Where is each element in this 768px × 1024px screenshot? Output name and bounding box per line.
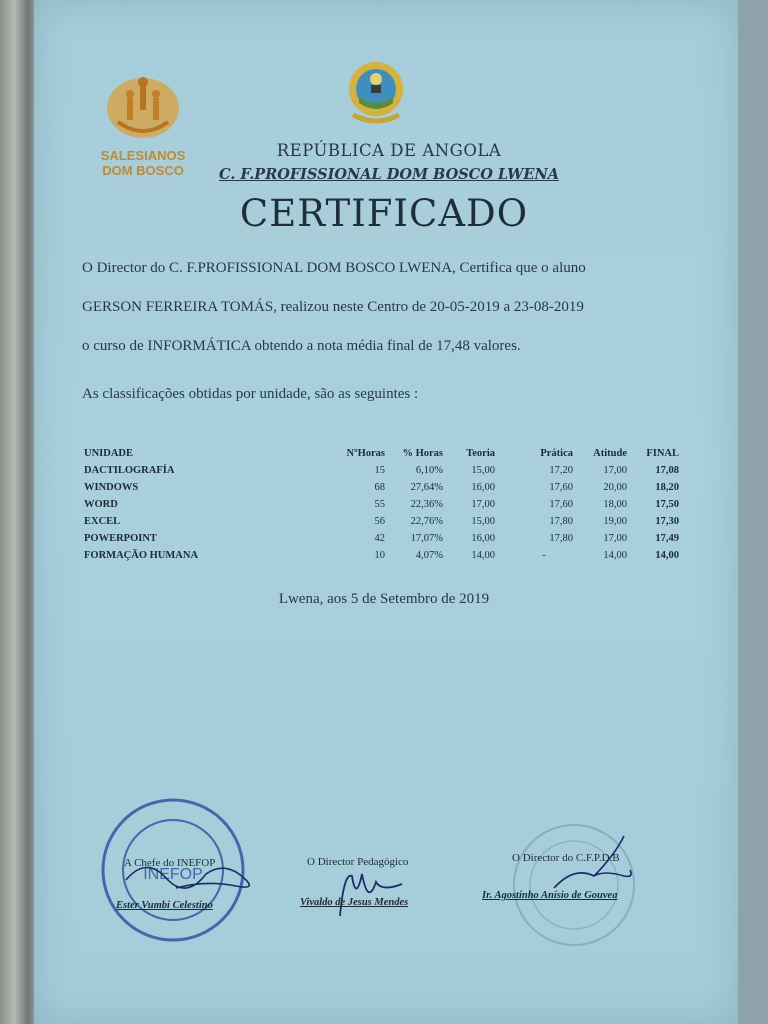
salesianos-logo [100, 72, 186, 178]
table-row [84, 530, 679, 547]
header-pratica: Prática [540, 448, 573, 459]
cell-teoria: 15,00 [471, 516, 495, 527]
table-row [84, 462, 679, 479]
cell-pratica: 17,80 [549, 516, 573, 527]
cell-teoria: 15,00 [471, 465, 495, 476]
table-row [84, 513, 679, 530]
republic-heading: REPÚBLICA DE ANGOLA [276, 141, 502, 160]
table-header-row [84, 445, 679, 462]
cell-final: 17,30 [655, 516, 679, 527]
signature-role-1: A Chefe do INEFOP [124, 857, 216, 869]
cell-final: 17,50 [655, 499, 679, 510]
body-line-2: GERSON FERREIRA TOMÁS, realizou neste Centro de 20-05-2019 a 23-08-2019 [82, 299, 584, 315]
header-teoria: Teoria [466, 448, 495, 459]
table-row [84, 479, 679, 496]
stamp-center-text: INEFOP [143, 866, 203, 883]
signature-role-3: O Director do C.F.P.D.B [512, 852, 620, 864]
cell-unidade: DACTILOGRAFÍA [84, 465, 175, 476]
cell-teoria: 14,00 [471, 550, 495, 561]
table-row [84, 547, 679, 564]
cell-atitude: 17,00 [603, 465, 627, 476]
cell-teoria: 17,00 [471, 499, 495, 510]
cell-pratica: 17,80 [549, 533, 573, 544]
cell-final: 18,20 [655, 482, 679, 493]
cell-pratica: 17,60 [549, 482, 573, 493]
cell-teoria: 16,00 [471, 482, 495, 493]
cell-atitude: 20,00 [603, 482, 627, 493]
cell-unidade: FORMAÇÃO HUMANA [84, 550, 199, 561]
cell-unidade: WINDOWS [84, 482, 139, 493]
grades-table [84, 445, 679, 564]
angola-emblem [345, 57, 407, 129]
cell-atitude: 18,00 [603, 499, 627, 510]
institution-name: C. F.PROFISSIONAL DOM BOSCO LWENA [219, 166, 559, 183]
cell-pratica: 17,60 [549, 499, 573, 510]
cell-final: 17,49 [655, 533, 679, 544]
cell-atitude: 19,00 [603, 516, 627, 527]
cell-horas: 15 [374, 465, 385, 476]
signature-name-2: Vivaldo de Jesus Mendes [300, 897, 409, 908]
salesianos-emblem-icon [100, 72, 186, 144]
body-line-1: O Director do C. F.PROFISSIONAL DOM BOSCO LWENA, Certifica que o aluno [82, 260, 586, 276]
body-line-4: As classificações obtidas por unidade, são as seguintes : [82, 386, 419, 402]
certificate-paper [34, 0, 738, 1024]
body-line-3: o curso de INFORMÁTICA obtendo a nota média final de 17,48 valores. [82, 338, 521, 354]
signature-1-icon [116, 850, 276, 898]
cell-horas: 55 [374, 499, 385, 510]
cell-pct: 22,76% [410, 516, 443, 527]
cell-final: 14,00 [655, 550, 679, 561]
cell-horas: 68 [374, 482, 385, 493]
date-line: Lwena, aos 5 de Setembro de 2019 [278, 591, 490, 607]
logo-line-2: DOM BOSCO [102, 163, 184, 178]
cell-pct: 22,36% [410, 499, 443, 510]
signature-name-3: Ir. Agostinho Anísio de Gouvea [482, 890, 618, 901]
cell-atitude: 14,00 [603, 550, 627, 561]
cell-horas: 56 [374, 516, 385, 527]
cell-pct: 4,07% [415, 550, 443, 561]
cell-unidade: EXCEL [84, 516, 121, 527]
header-final: FINAL [646, 448, 679, 459]
table-row [84, 496, 679, 513]
cell-atitude: 17,00 [603, 533, 627, 544]
cell-pratica: 17,20 [549, 465, 573, 476]
cell-pct: 17,07% [410, 533, 443, 544]
angola-coat-of-arms-icon [345, 57, 407, 129]
certificate-title: CERTIFICADO [239, 192, 529, 235]
header-pct-horas: % Horas [402, 448, 443, 459]
header-horas: NºHoras [346, 448, 385, 459]
cell-unidade: POWERPOINT [84, 533, 157, 544]
cell-pct: 6,10% [415, 465, 443, 476]
signature-role-2: O Director Pedagógico [307, 856, 409, 868]
header-unidade: UNIDADE [84, 448, 134, 459]
cell-teoria: 16,00 [471, 533, 495, 544]
cell-final: 17,08 [655, 465, 679, 476]
cell-unidade: WORD [84, 499, 118, 510]
cell-horas: 10 [374, 550, 385, 561]
cell-horas: 42 [374, 533, 385, 544]
signature-3-icon [534, 826, 644, 896]
signature-name-1: Ester Vumbi Celestino [116, 900, 213, 911]
header-atitude: Atitude [593, 448, 627, 459]
logo-line-1: SALESIANOS [100, 148, 186, 163]
cell-pratica: - [542, 550, 546, 561]
signature-2-icon [312, 862, 422, 922]
cell-pct: 27,64% [410, 482, 443, 493]
